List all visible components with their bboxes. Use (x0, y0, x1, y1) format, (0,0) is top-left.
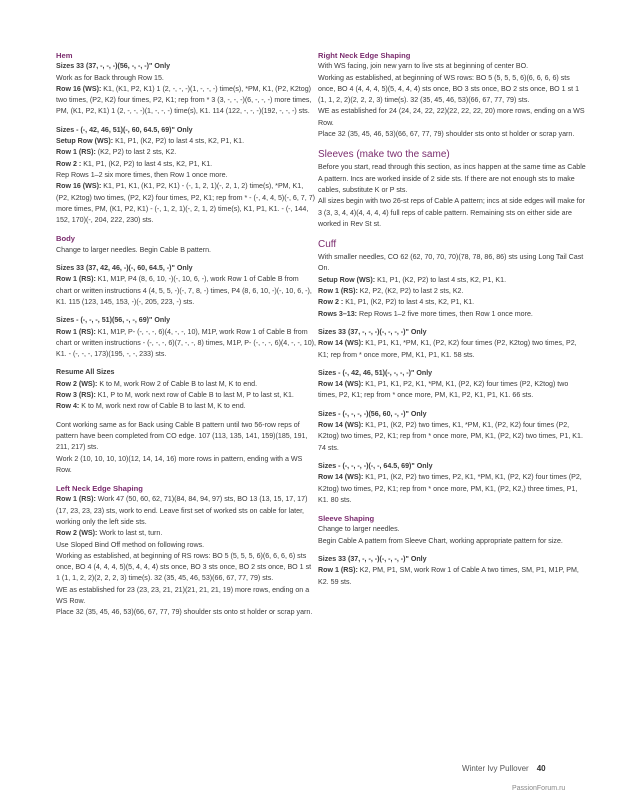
row-instruction (318, 309, 588, 320)
page-footer (462, 764, 546, 773)
row-label: Row 14 (WS): (318, 421, 364, 430)
row-label: Setup Row (WS): (56, 137, 114, 146)
size-line: Sizes - (-, 42, 46, 51)(-, 60, 64.5, 69)" Only (56, 125, 193, 134)
row-instruction (56, 84, 316, 118)
size-line: Sizes - (-, -, -, -)(-, -, 64.5, 69)" Only (318, 461, 433, 470)
paragraph: With smaller needles, CO 62 (62, 70, 70, 70)(78, 78, 86, 86) sts using Long Tail Cast On. (318, 253, 584, 273)
row-label: Setup Row (WS): (318, 275, 376, 284)
section-sleeve-shaping-title: Sleeve Shaping (318, 514, 375, 524)
row-text: K1, P1, (K2, P2) to last 4 sts, K2, P1, K1. (81, 159, 213, 168)
paragraph: All sizes begin with two 26-st reps of Cable A pattern; incs at side edges will make for 3 (3, 3, 4, 4)(4, 4, 4, 4) full reps of cable pattern. Remaining sts on either side are worked in Rev St st. (318, 197, 585, 228)
row-instruction (56, 379, 316, 390)
row-text: K to M, work Row 2 of Cable B to last M, K to end. (97, 379, 258, 388)
size-line: Sizes - (-, -, -, -)(56, 60, -, -)" Only (318, 409, 427, 418)
size-line: Sizes - (-, 42, 46, 51)(-, -, -, -)" Only (318, 368, 433, 377)
section-right-neck-title: Right Neck Edge Shaping (318, 51, 411, 60)
row-text: K1, P1, (K2, P2) to last 4 sts, K2, P1, K1. (343, 298, 475, 307)
row-label: Row 16 (WS): (56, 84, 102, 93)
row-label: Row 2 (WS): (56, 529, 98, 538)
row-instruction (56, 327, 316, 361)
row-text: K1, P1, K1, (K1, P2, K1) - (-, 1, 2, 1)(-, 2, 1, 2) time(s), *PM, K1, (P2, K2tog) two times, (P2, K2) four times, P2, K1; rep from * - (-, 4, 4, 5)(-, 6, 7, 7) more times, PM, (K1, P2, K1) - (-, 1, 2, 1)(-, 2, 1, 2) time(s), K1, P1, K1. - (-, 144, 152, 170)(-, 204, 222, 230) sts. (56, 182, 316, 225)
section-hem-title: Hem (56, 51, 73, 60)
left-column (56, 50, 316, 619)
paragraph: WE as established for 23 (23, 23, 21, 21)(21, 21, 21, 19) more rows, ending on a WS Row. (56, 585, 310, 606)
size-line: Sizes 33 (37, -, -, -)(-, -, -, -)" Only (318, 554, 427, 563)
row-instruction (56, 390, 316, 401)
row-label: Row 1 (RS): (56, 495, 96, 504)
row-text: K1, P1, (K2, P2) two times, P2, K1, *PM, K1, (P2, K2) four times (P2, K2tog) two times, P2, K1; rep from * once more, PM, K1, (P2, K2,) three times, P1, K1. 80 sts. (318, 473, 582, 504)
row-label: Row 2 : (318, 298, 344, 307)
row-instruction (318, 420, 588, 454)
row-label: Rows 3–13: (318, 309, 358, 318)
size-line: Sizes 33 (37, 42, 46, -)(-, 60, 64.5, -)" Only (56, 264, 193, 273)
row-text: (K2, P2) to last 2 sts, K2. (95, 148, 177, 157)
resume-title: Resume All Sizes (56, 368, 115, 377)
watermark: PassionForum.ru (512, 785, 566, 792)
row-instruction (56, 159, 316, 170)
paragraph: Before you start, read through this section, as incs happen at the same time as Cable A pattern. Incs are worked inside of 2 side sts. If there are not enough sts to make cables, substitute K or P sts. (318, 163, 586, 194)
row-label: Row 14 (WS): (318, 473, 364, 482)
row-text: K1, P to M, work next row of Cable B to last M, P to last st, K1. (95, 391, 294, 400)
row-instruction (318, 379, 588, 402)
row-instruction (56, 401, 316, 412)
paragraph: Place 32 (35, 45, 46, 53)(66, 67, 77, 79) shoulder sts onto st holder or scrap yarn. (56, 608, 313, 617)
page-number: 40 (536, 764, 546, 773)
row-instruction (318, 565, 588, 588)
footer-title: Winter Ivy Pullover (462, 764, 529, 773)
row-text: Work to last st, turn. (97, 529, 163, 538)
paragraph: WE as established for 24 (24, 24, 22, 22)(22, 22, 22, 20) more rows, ending on a WS Row. (318, 107, 585, 127)
row-instruction (56, 528, 316, 539)
row-text: K1, P1, (K2, P2) to last 4 sts, K2, P1, K1. (375, 275, 507, 284)
row-text: Rep Rows 1–2 five more times, then Row 1 once more. (357, 309, 533, 318)
row-text: K1, P1, K1, *PM, K1, (P2, K2) four times (P2, K2tog) two times, P2, K1; rep from * once more, PM, K1, P1, K1. 58 sts. (318, 339, 577, 359)
row-text: K1, M1P, P- (-, -, -, 6)(4, -, -, 10), M1P, work Row 1 of Cable B from chart or written instructions - (-, -, -, 6)(7, -, -, 8) times, M1P, P- (-, -, -, 6)(4, -, -, 10), K1. - (-, -, -, 173)(195, -, -, 233) sts. (56, 327, 317, 359)
row-label: Row 2 : (56, 159, 82, 168)
row-instruction (56, 136, 316, 147)
paragraph: Working as established, at beginning of WS rows: BO 5 (5, 5, 5, 6)(6, 6, 6, 6) sts once, BO 4 (4, 4, 4, 5)(5, 4, 4, 4) sts once, BO 3 sts once, BO 2 sts once, BO 1 st 1 (1, 1, 2, 2)(2, 2, 2, 3) time(s). 32 (35, 45, 46, 53)(66, 67, 77, 79) sts. (318, 73, 580, 105)
paragraph: Use Sloped Bind Off method on following rows. (56, 540, 205, 549)
row-label: Row 1 (RS): (56, 275, 96, 284)
row-label: Row 4: (56, 402, 80, 411)
row-label: Row 1 (RS): (318, 566, 358, 575)
row-instruction (318, 286, 588, 297)
size-line: Sizes 33 (37, -, -, -)(56, -, -, -)" Only (56, 62, 171, 71)
row-instruction (56, 494, 316, 528)
row-label: Row 1 (RS): (318, 287, 358, 296)
row-instruction (318, 275, 588, 286)
row-label: Row 14 (WS): (318, 380, 364, 389)
row-text: K1, P1, (K2, P2) to last 4 sts, K2, P1, K1. (113, 137, 245, 146)
row-text: K2, PM, P1, SM, work Row 1 of Cable A two times, SM, P1, M1P, PM, K2. 59 sts. (318, 566, 579, 586)
paragraph: Work 2 (10, 10, 10, 10)(12, 14, 14, 16) more rows in pattern, ending with a WS Row. (56, 454, 303, 474)
paragraph: Change to larger needles. (318, 525, 400, 534)
paragraph: Working as established, at beginning of RS rows: BO 5 (5, 5, 5, 6)(6, 6, 6, 6) sts once, BO 4 (4, 4, 4, 5)(5, 4, 4, 4) sts once, BO 3 sts once, BO 2 sts once, BO 1 st 1 (1, 1, 2, 2)(2, 2, 2, 3) time(s). 32 (35, 45, 46, 53)(66, 67, 77, 79) sts. (56, 551, 312, 583)
row-label: Row 2 (WS): (56, 379, 98, 388)
row-label: Row 1 (RS): (56, 148, 96, 157)
paragraph: Place 32 (35, 45, 46, 53)(66, 67, 77, 79) shoulder sts onto st holder or scrap yarn. (318, 130, 575, 139)
paragraph: With WS facing, join new yarn to live sts at beginning of center BO. (318, 62, 529, 71)
section-cuff-title: Cuff (318, 239, 337, 251)
row-instruction (56, 147, 316, 158)
paragraph: Begin Cable A pattern from Sleeve Chart, working appropriate pattern for size. (318, 536, 563, 545)
row-text: K2, P2, (K2, P2) to last 2 sts, K2. (357, 287, 464, 296)
row-instruction (56, 274, 316, 308)
section-sleeves-title: Sleeves (make two the same) (318, 149, 450, 161)
size-line: Sizes - (-, -, -, 51)(56, -, -, 69)" Only (56, 316, 171, 325)
section-body-title: Body (56, 234, 75, 244)
row-label: Row 14 (WS): (318, 339, 364, 348)
row-text: K to M, work next row of Cable B to last M, K to end. (79, 402, 246, 411)
paragraph: Cont working same as for Back using Cable B pattern until two 56-row reps of pattern have been completed from CO edge. 107 (113, 135, 141, 159)(185, 191, 211, 217) sts. (56, 420, 308, 452)
row-instruction (318, 297, 588, 308)
row-text: K1, P1, K1, P2, K1, *PM, K1, (P2, K2) four times (P2, K2tog) two times, P2, K1; rep from * once more, PM, K1, P2, K1, P1, K1. 66 sts. (318, 380, 569, 400)
row-instruction (56, 181, 316, 226)
size-line: Sizes 33 (37, -, -, -)(-, -, -, -)" Only (318, 327, 427, 336)
paragraph: Work as for Back through Row 15. (56, 73, 164, 82)
section-left-neck-title: Left Neck Edge Shaping (56, 484, 143, 494)
row-text: K1, M1P, P4 (8, 6, 10, -)(-, 10, 6, -), work Row 1 of Cable B from chart or written instructions 4 (4, 5, 5, -)(-, 7, 8, -) times, P4 (8, 6, 10, -)(-, 10, 6, -), K1. 115 (123, 145, 153, -)(-, 205, 223, -) sts. (56, 275, 312, 306)
row-instruction (318, 338, 588, 361)
row-text: Work 47 (50, 60, 62, 71)(84, 84, 94, 97) sts, BO 13 (13, 15, 17, 17)(17, 23, 23, 23) sts, work to end. Leave first set of worked sts on cable for later, working only the left side sts. (56, 495, 308, 526)
row-label: Row 3 (RS): (56, 391, 96, 400)
row-text: K1, P1, (K2, P2) two times, K1, *PM, K1, (P2, K2) four times (P2, K2tog) two times, P2, K1; rep from * once more, PM, K1, (P2, K2) two times, P1, K1. 74 sts. (318, 421, 583, 452)
row-instruction (318, 472, 588, 506)
row-label: Row 1 (RS): (56, 327, 96, 336)
paragraph: Rep Rows 1–2 six more times, then Row 1 once more. (56, 170, 228, 179)
paragraph: Change to larger needles. Begin Cable B pattern. (56, 245, 211, 254)
row-text: K1, (K1, P2, K1) 1 (2, -, -, -)(1, -, -, -) time(s), *PM, K1, (P2, K2tog) two times, (P2, K2) four times, P2, K1; rep from * 3 (3, -, -, -)(6, -, -, -) more times, PM, (K1, P2, K1) 1 (2, -, -, -)(1, -, -, -) time(s), K1. 114 (122, -, -, -)(192, -, -, -) sts. (56, 84, 312, 116)
row-label: Row 16 (WS): (56, 182, 102, 191)
right-column (318, 50, 588, 588)
